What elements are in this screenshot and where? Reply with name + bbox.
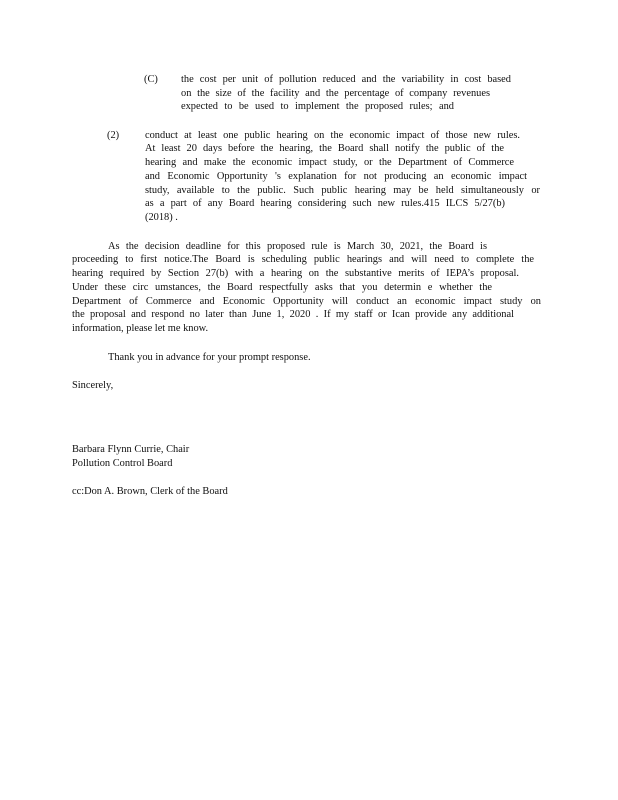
signature-name: Barbara Flynn Currie, Chair — [72, 444, 190, 455]
item-c-line-3: expected to be used to implement the proposed rules; and — [181, 101, 454, 112]
item-2-label: (2) — [107, 130, 120, 141]
body-line-5: Department of Commerce and Economic Opportunity will conduct an economic impact study on — [72, 296, 541, 307]
body-line-6: the proposal and respond no later than June 1, 2020 . If my staff or Ican provide any additional — [72, 309, 514, 320]
item-2-line-2: At least 20 days before the hearing, the Board shall notify the public of the — [145, 143, 504, 154]
item-c-line-2: on the size of the facility and the percentage of company revenues — [181, 88, 490, 99]
item-2-line-1: conduct at least one public hearing on the economic impact of those new rules. — [145, 130, 520, 141]
item-c-line-1: the cost per unit of pollution reduced and the variability in cost based — [181, 74, 511, 85]
body-line-1: As the decision deadline for this proposed rule is March 30, 2021, the Board is — [108, 241, 487, 252]
item-2-line-7: (2018) . — [145, 212, 178, 223]
item-2-line-3: hearing and make the economic impact study, or the Department of Commerce — [145, 157, 514, 168]
cc-line: cc:Don A. Brown, Clerk of the Board — [72, 486, 228, 497]
body-line-7: information, please let me know. — [72, 323, 209, 334]
body-line-3: hearing required by Section 27(b) with a hearing on the substantive merits of IEPA’s proposal. — [72, 268, 519, 279]
closing: Sincerely, — [72, 380, 114, 391]
item-2-line-6: as a part of any Board hearing considering such new rules.415 ILCS 5/27(b) — [145, 198, 505, 209]
thanks-line: Thank you in advance for your prompt response. — [108, 352, 311, 363]
signature-org: Pollution Control Board — [72, 458, 173, 469]
item-2-line-5: study, available to the public. Such public hearing may be held simultaneously or — [145, 185, 540, 196]
body-line-4: Under these circ umstances, the Board respectfully asks that you determin e whether the — [72, 282, 492, 293]
item-2-line-4: and Economic Opportunity 's explanation for not producing an economic impact — [145, 171, 527, 182]
item-c-label: (C) — [144, 74, 158, 85]
body-line-2: proceeding to first notice.The Board is scheduling public hearings and will need to complete the — [72, 254, 534, 265]
